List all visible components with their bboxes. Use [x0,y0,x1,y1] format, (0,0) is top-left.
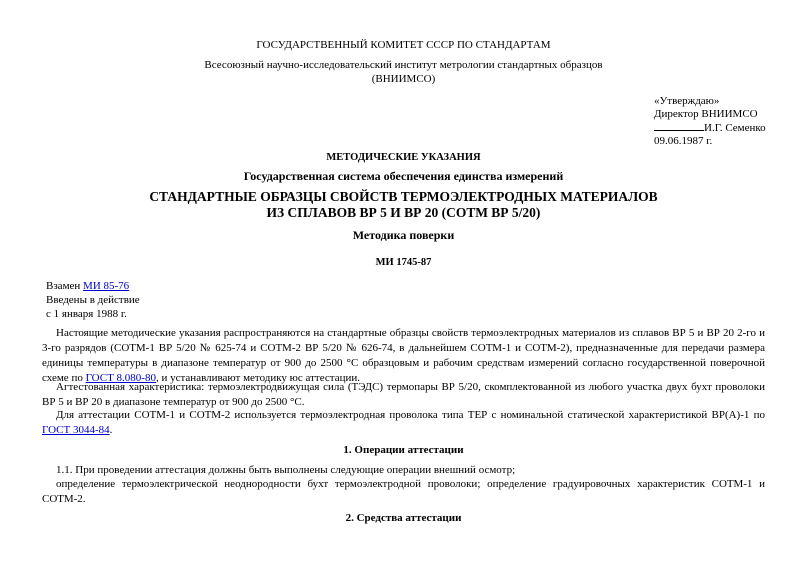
approval-label: «Утверждаю» [654,95,720,107]
section1-heading: 1. Операции аттестации [343,444,464,456]
replaces-block [46,279,140,321]
introduced-line: Введены в действие [46,294,140,306]
paragraph-wire: Для аттестации СОТМ-1 и СОТМ-2 используется термоэлектродная проволока типа ТЕР с номинальной статической характеристикой ВР(А)-1 по ГОСТ 3044-84. [42,409,765,436]
paragraph-characteristic: Агтестованная характеристика: термоэлектродвижущая сила (ТЭДС) термопары ВР 5/20, скомплектованной из любого участка двух бухт проволоки ВР 5 и ВР 20 в диапазоне температур от 900 до 2500 °С. [42,381,765,408]
system-title: Государственная система обеспечения единства измерений [243,169,564,183]
signature-line [654,121,704,131]
approval-date: 09.06.1987 г. [654,135,713,147]
section1-item: 1.1. При проведении аттестация должны быть выполнены следующие операции внешний осмотр; [56,464,516,476]
section1-item-continued: определение термоэлектрической неоднородности бухт термоэлектродной проволоки; определение градуировочных характеристик СОТМ-1 и СОТМ-2. [42,478,765,505]
committee-header: ГОСУДАРСТВЕННЫЙ КОМИТЕТ СССР ПО СТАНДАРТАМ [256,39,551,51]
institute-name: Всесоюзный научно-исследовательский институт метрологии стандартных образцов [204,59,603,71]
approval-block [654,95,766,148]
gost-3044-link[interactable]: ГОСТ 3044-84 [42,424,110,436]
main-title-line1: СТАНДАРТНЫЕ ОБРАЗЦЫ СВОЙСТВ ТЕРМОЭЛЕКТРОДНЫХ МАТЕРИАЛОВ [149,189,658,204]
doc-type: МЕТОДИЧЕСКИЕ УКАЗАНИЯ [326,152,481,163]
introduced-date: с 1 января 1988 г. [46,308,127,320]
subtitle: Методика поверки [352,228,455,242]
replaces-line: Взамен МИ 85-76 [46,280,130,292]
institute-abbrev: (ВНИИМСО) [371,73,436,85]
signature-name: И.Г. Семенко [704,122,766,134]
approval-signature [654,121,766,135]
replaced-doc-link[interactable]: МИ 85-76 [83,280,130,292]
gost-8080-link[interactable]: ГОСТ 8.080-80 [85,372,156,384]
approval-director: Директор ВНИИМСО [654,108,758,120]
section2-heading: 2. Средства аттестации [345,512,462,524]
doc-code: МИ 1745-87 [375,257,432,268]
main-title-line2: ИЗ СПЛАВОВ ВР 5 И ВР 20 (СОТМ ВР 5/20) [266,205,541,220]
paragraph-scope: Настоящие методические указания распространяются на стандартные образцы свойств термоэлектродных материалов из сплавов ВР 5 и ВР 20 2-го и 3-го разрядов (СОТМ-1 ВР 5/20 № 625-74 и СОТМ-2 ВР 5/20 № 626-74, в дальнейшем СОТМ-1 и СОТМ-2), предназначенные для передачи размера единицы температуры в диапазоне температур от 900 до 2500 °С образцовым и рабочим средствам измерений согласно государственной поверочной схеме по ГОСТ 8.080-80, и устанавливают методику юс аттестации. [42,327,765,384]
